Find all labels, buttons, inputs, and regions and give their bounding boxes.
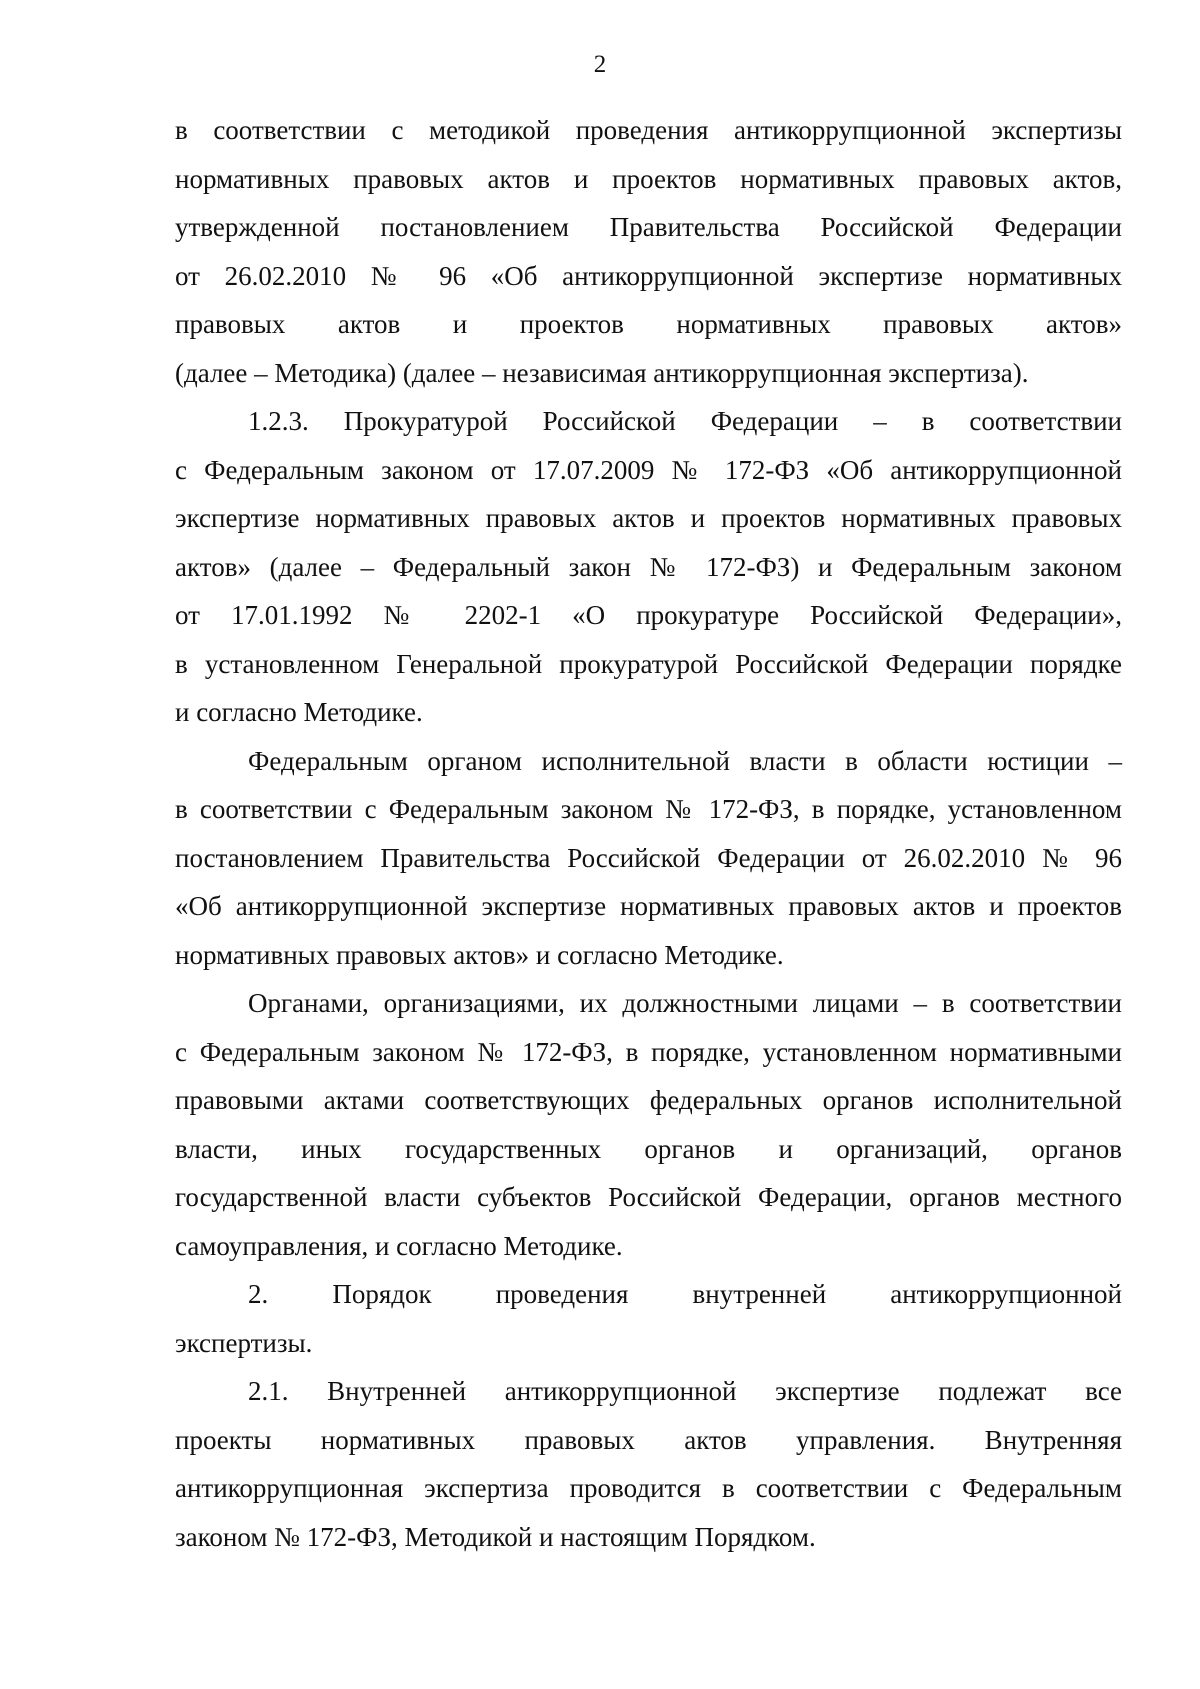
text-line: проекты нормативных правовых актов управления. Внутренняя [175,1424,1122,1455]
text-line: законом № 172-ФЗ, Методикой и настоящим Порядком. [175,1521,816,1552]
paragraph-justice-authority [175,737,1122,980]
text-line: в соответствии с методикой проведения антикоррупционной экспертизы [175,115,1122,145]
text-line: (далее – Методика) (далее – независимая антикоррупционная экспертиза). [175,357,1029,388]
paragraph-section-2 [175,1270,1122,1367]
page-number: 2 [593,51,607,78]
paragraph-intro-continuation [175,106,1122,397]
text-line: «Об антикоррупционной экспертизе нормативных правовых актов и проектов [175,891,1122,921]
paragraph-section-2-1 [175,1367,1122,1561]
document-body [175,106,1122,1561]
text-line: государственной власти субъектов Российской Федерации, органов местного [175,1182,1122,1212]
text-line: нормативных правовых актов и проектов нормативных правовых актов, [175,163,1122,194]
text-line: в установленном Генеральной прокуратурой Российской Федерации порядке [175,648,1122,679]
text-line: с Федеральным законом № 172-ФЗ, в порядке, установленном нормативными [175,1036,1122,1067]
text-line: Федеральным органом исполнительной власти в области юстиции – [248,745,1122,776]
paragraph-bodies-organizations [175,979,1122,1270]
text-line: актов» (далее – Федеральный закон № 172-ФЗ) и Федеральным законом [175,551,1122,582]
text-line: Органами, организациями, их должностными лицами – в соответствии [248,988,1122,1018]
text-line: 1.2.3. Прокуратурой Российской Федерации – в соответствии [248,406,1122,436]
text-line: 2. Порядок проведения внутренней антикоррупционной [248,1279,1122,1309]
text-line: антикоррупционная экспертиза проводится в соответствии с Федеральным [175,1473,1122,1503]
text-line: с Федеральным законом от 17.07.2009 № 172-ФЗ «Об антикоррупционной [175,454,1122,485]
text-line: утвержденной постановлением Правительства Российской Федерации [175,212,1122,242]
text-line: от 26.02.2010 № 96 «Об антикоррупционной экспертизе нормативных [175,260,1122,291]
text-line: экспертизе нормативных правовых актов и проектов нормативных правовых [175,503,1122,533]
text-line: и согласно Методике. [175,697,423,727]
text-line: нормативных правовых актов» и согласно Методике. [175,939,784,970]
text-line: правовыми актами соответствующих федеральных органов исполнительной [175,1085,1122,1115]
text-line: самоуправления, и согласно Методике. [175,1230,623,1261]
text-line: от 17.01.1992 № 2202-1 «О прокуратуре Российской Федерации», [175,600,1122,630]
text-line: 2.1. Внутренней антикоррупционной экспертизе подлежат все [248,1376,1122,1406]
text-line: постановлением Правительства Российской Федерации от 26.02.2010 № 96 [175,842,1122,873]
text-line: правовых актов и проектов нормативных правовых актов» [175,309,1122,339]
text-line: власти, иных государственных органов и организаций, органов [175,1133,1122,1164]
text-line: в соответствии с Федеральным законом № 172-ФЗ, в порядке, установленном [175,794,1122,824]
paragraph-section-1-2-3 [175,397,1122,737]
text-line: экспертизы. [175,1327,313,1358]
